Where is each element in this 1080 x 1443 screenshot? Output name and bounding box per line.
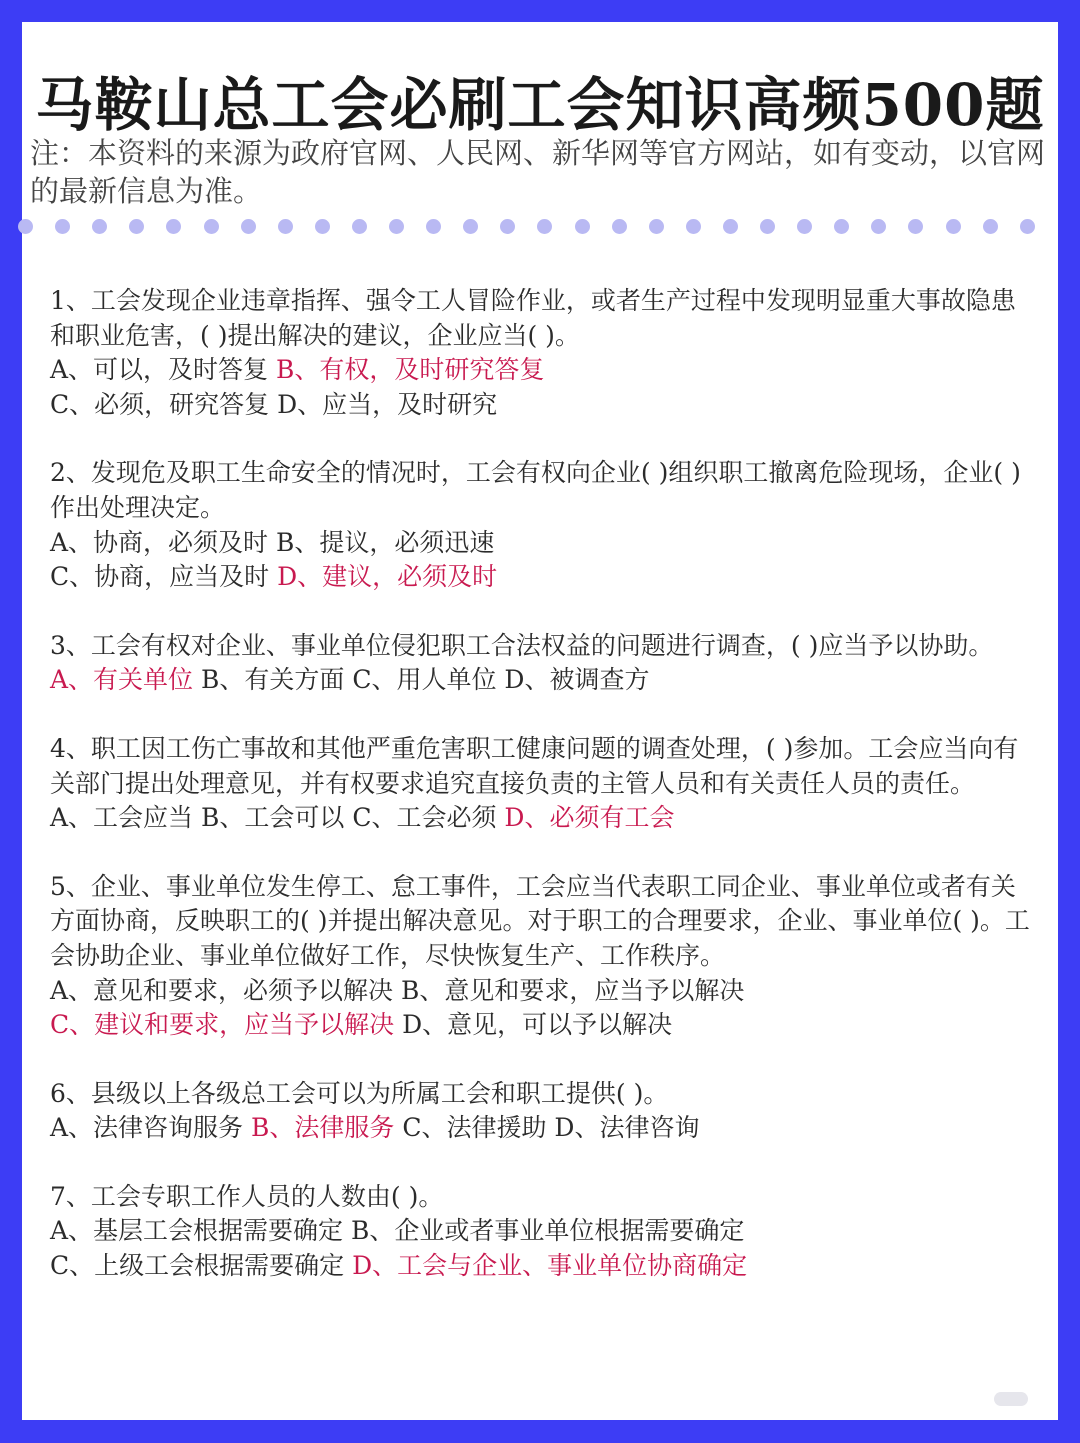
question-stem: 6、县级以上各级总工会可以为所属工会和职工提供( )。 [50,1078,669,1108]
divider-dot [278,219,293,234]
question-6 [50,1077,1040,1146]
options-line-1 [50,1214,1040,1249]
option-text: C、法律援助 D、法律咨询 [394,1113,700,1143]
option-text: C、上级工会根据需要确定 [50,1251,353,1281]
divider-dot [834,219,849,234]
divider-dot [18,219,33,234]
options-line-1 [50,1111,1040,1146]
question-stem: 2、发现危及职工生命安全的情况时，工会有权向企业( )组织职工撤离危险现场，企业( )作出处理决定。 [50,458,1021,522]
divider-dot [983,219,998,234]
options-line-2 [50,560,1040,595]
correct-answer: D、必须有工会 [504,803,675,833]
divider-dot [204,219,219,234]
correct-answer: A、有关单位 [50,665,194,695]
correct-answer: B、法律服务 [251,1113,395,1143]
divider-dot [1020,219,1035,234]
divider-dot [575,219,590,234]
options-line-1 [50,663,1040,698]
divider-dot [908,219,923,234]
correct-answer: D、工会与企业、事业单位协商确定 [352,1251,748,1281]
divider-dot [389,219,404,234]
divider-dot [760,219,775,234]
content-card [22,22,1058,1420]
divider-dot [55,219,70,234]
question-stem: 5、企业、事业单位发生停工、怠工事件，工会应当代表职工同企业、事业单位或者有关方面协商，反映职工的( )并提出解决意见。对于职工的合理要求，企业、事业单位( )。工会协助企业、事业单位做好工作，尽快恢复生产、工作秩序。 [50,871,1030,970]
option-text: A、意见和要求，必须予以解决 B、意见和要求，应当予以解决 [50,975,745,1005]
correct-answer: D、建议，必须及时 [277,562,498,592]
watermark-badge [994,1392,1028,1406]
options-line-2 [50,1008,1040,1043]
question-3 [50,629,1040,698]
question-1 [50,284,1040,422]
options-line-1 [50,526,1040,561]
options-line-2 [50,1249,1040,1284]
dotted-divider [22,219,1058,235]
option-text: A、法律咨询服务 [50,1113,252,1143]
divider-dot [537,219,552,234]
question-stem: 4、职工因工伤亡事故和其他严重危害职工健康问题的调查处理，( )参加。工会应当向有关部门提出处理意见，并有权要求追究直接负责的主管人员和有关责任人员的责任。 [50,733,1019,798]
option-text: C、协商，应当及时 [50,562,278,592]
divider-dot [129,219,144,234]
question-stem: 3、工会有权对企业、事业单位侵犯职工合法权益的问题进行调查，( )应当予以协助。 [50,630,994,660]
divider-dot [92,219,107,234]
divider-dot [797,219,812,234]
divider-dot [723,219,738,234]
divider-dot [166,219,181,234]
option-text: A、可以，及时答复 [50,355,277,385]
question-stem: 1、工会发现企业违章指挥、强令工人冒险作业，或者生产过程中发现明显重大事故隐患和职业危害，( )提出解决的建议，企业应当( )。 [50,286,1016,350]
divider-dot [946,219,961,234]
question-5 [50,870,1040,1043]
options-line-1 [50,353,1040,388]
divider-dot [500,219,515,234]
divider-dot [686,219,701,234]
question-stem: 7、工会专职工作人员的人数由( )。 [50,1181,444,1211]
divider-dot [241,219,256,234]
option-text: D、意见，可以予以解决 [394,1010,673,1040]
option-text: C、必须，研究答复 D、应当，及时研究 [50,389,498,419]
option-text: B、有关方面 C、用人单位 D、被调查方 [193,665,650,695]
options-line-2 [50,388,1040,423]
question-list [50,284,1040,1318]
divider-dot [612,219,627,234]
option-text: A、协商，必须及时 B、提议，必须迅速 [50,527,495,557]
page-title: 马鞍山总工会必刷工会知识高频500题 [35,71,1045,139]
option-text: A、基层工会根据需要确定 B、企业或者事业单位根据需要确定 [50,1216,745,1246]
correct-answer: C、建议和要求，应当予以解决 [50,1010,395,1040]
divider-dot [649,219,664,234]
source-note: 注：本资料的来源为政府官网、人民网、新华网等官方网站，如有变动，以官网的最新信息为准。 [30,136,1046,208]
options-line-1 [50,974,1040,1009]
question-7 [50,1180,1040,1284]
question-4 [50,732,1040,836]
options-line-1 [50,801,1040,836]
divider-dot [352,219,367,234]
divider-dot [463,219,478,234]
option-text: A、工会应当 B、工会可以 C、工会必须 [50,803,505,833]
correct-answer: B、有权，及时研究答复 [276,355,545,385]
divider-dot [426,219,441,234]
question-2 [50,456,1040,594]
divider-dot [871,219,886,234]
divider-dot [315,219,330,234]
